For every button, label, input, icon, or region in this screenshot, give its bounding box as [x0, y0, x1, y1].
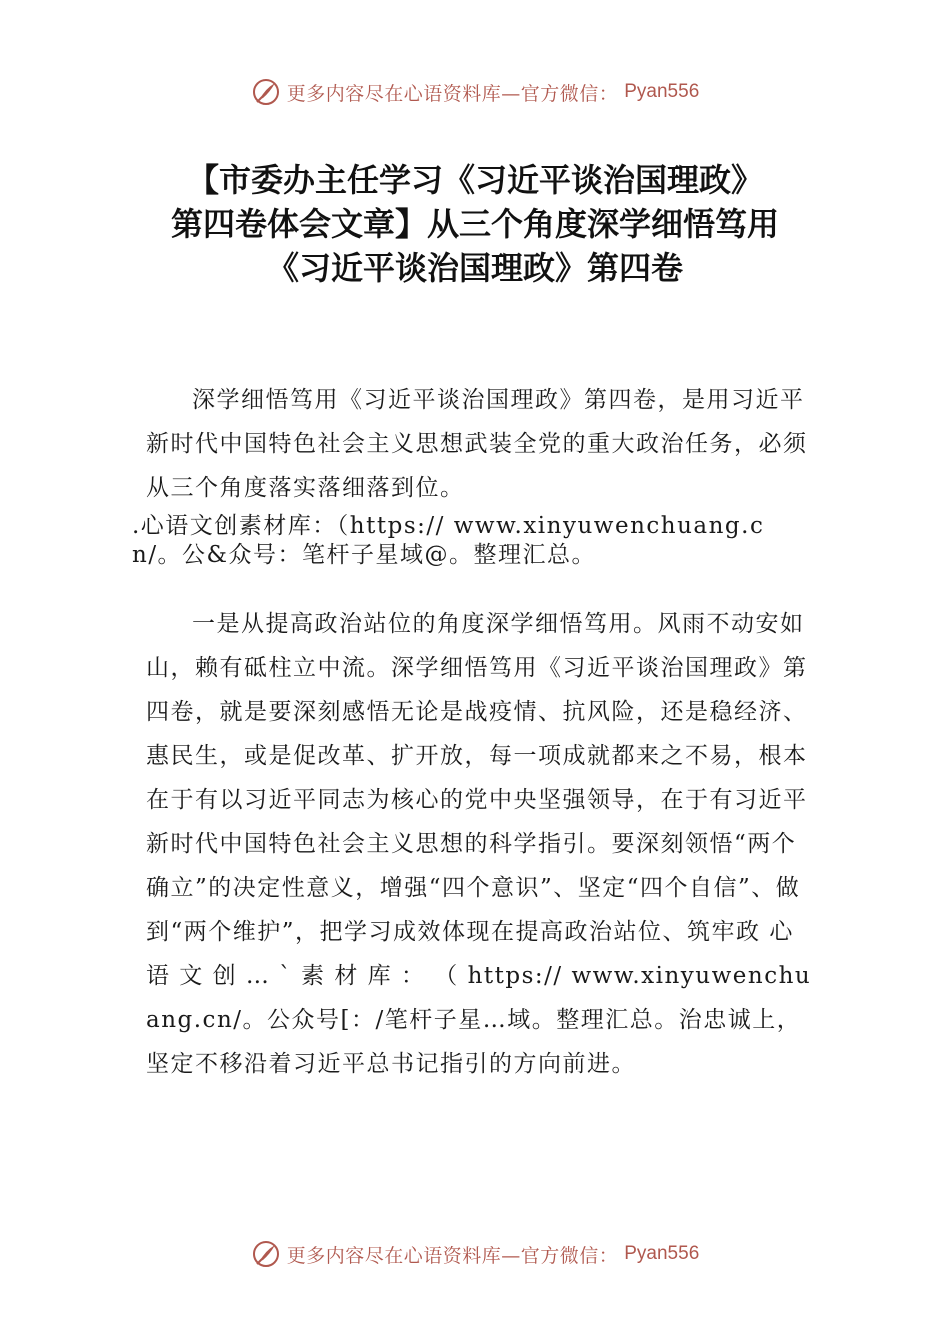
watermark-account: Pyan556 [624, 81, 700, 102]
quill-logo-icon [251, 77, 281, 107]
paragraph-point-one: 一是从提高政治站位的角度深学细悟笃用。风雨不动安如山，赖有砥柱立中流。深学细悟笃用《习近平谈治国理政》第四卷，就是要深刻感悟无论是战疫情、抗风险，还是稳经济、惠民生，或是促改革、扩开放，每一项成就都来之不易，根本在于有以习近平同志为核心的党中央坚强领导，在于有习近平新时代中国特色社会主义思想的科学指引。要深刻领悟“两个确立”的决定性意义，增强“四个意识”、坚定“四个自信”、做到“两个维护”，把学习成效体现在提高政治站位、筑牢政 心 语 文 创 … ` 素 材 库 ： （ https:// www.xinyuwenchuang.cn/。公众号[：/笔杆子星…域。整理汇总。治忠诚上，坚定不移沿着习近平总书记指引的方向前进。 [146, 611, 812, 1077]
watermark-text: 更多内容尽在心语资料库—官方微信： [286, 1244, 619, 1267]
page-title [100, 158, 850, 290]
header-watermark [0, 72, 950, 112]
title-line-3: 《习近平谈治国理政》第四卷 [266, 249, 683, 287]
source-note: .心语文创素材库：（https:// www.xinyuwenchuang.cn/。公&众号：笔杆子星域@。整理汇总。 [132, 513, 765, 568]
title-line-2: 第四卷体会文章】从三个角度深学细悟笃用 [170, 205, 779, 243]
paragraph-intro: 深学细悟笃用《习近平谈治国理政》第四卷，是用习近平新时代中国特色社会主义思想武装全党的重大政治任务，必须从三个角度落实落细落到位。 [146, 387, 808, 501]
watermark-account: Pyan556 [624, 1243, 700, 1264]
title-line-1: 【市委办主任学习《习近平谈治国理政》 [186, 161, 763, 199]
watermark-text: 更多内容尽在心语资料库—官方微信： [286, 82, 619, 105]
footer-watermark [0, 1234, 950, 1274]
quill-logo-icon [251, 1239, 281, 1269]
